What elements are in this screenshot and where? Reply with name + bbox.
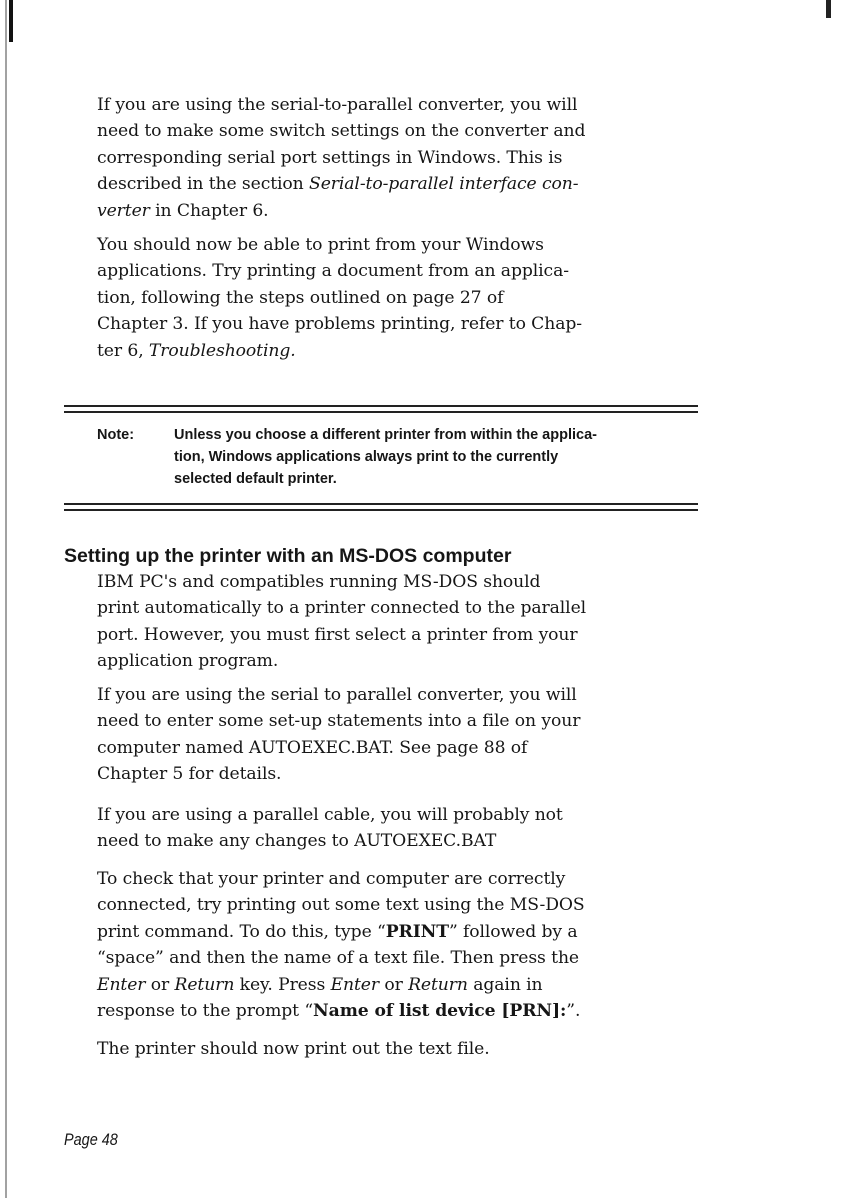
- note-rule-bottom: [64, 503, 698, 505]
- paragraph-line: [97, 828, 496, 854]
- text-segment: If you are using the serial-to-parallel converter, you will: [97, 95, 578, 115]
- note-rule-bottom: [64, 509, 698, 511]
- scan-mark: [826, 0, 831, 18]
- text-segment: or: [145, 974, 175, 995]
- paragraph-line: [97, 735, 527, 761]
- paragraph-line: [97, 945, 579, 971]
- text-segment: tion, following the steps outlined on page 27 of: [97, 287, 504, 308]
- text-segment: “space” and then the name of a text file. Then press the: [97, 948, 579, 969]
- paragraph-line: [97, 145, 562, 171]
- text-segment: ter 6,: [97, 340, 149, 361]
- text-segment: ” followed by a: [448, 921, 578, 942]
- scan-mark: [9, 0, 13, 42]
- paragraph-line: [97, 198, 269, 224]
- text-segment: in Chapter 6.: [149, 200, 269, 221]
- italic-text: Enter: [97, 974, 146, 995]
- text-segment: need to enter some set-up statements into a file on your: [97, 711, 581, 732]
- scan-edge: [5, 0, 7, 1198]
- text-segment: application program.: [97, 651, 279, 672]
- text-segment: IBM PC's and compatibles running MS-DOS should: [97, 572, 541, 592]
- paragraph-line: [97, 258, 569, 284]
- paragraph-line: [97, 972, 543, 998]
- text-segment: Chapter 3. If you have problems printing, refer to Chap-: [97, 314, 582, 335]
- text-segment: The printer should now print out the text file.: [97, 1039, 490, 1059]
- note-rule-top: [64, 405, 698, 407]
- text-segment: described in the section: [97, 174, 310, 195]
- note-label: Note:: [97, 427, 135, 443]
- text-segment: If you are using a parallel cable, you will probably not: [97, 805, 563, 825]
- note-rule-top: [64, 411, 698, 413]
- text-segment: again in: [467, 974, 543, 995]
- page-number: Page 48: [64, 1130, 118, 1149]
- bold-text: PRINT: [385, 921, 449, 942]
- paragraph-line: [97, 338, 296, 364]
- paragraph-line: [97, 802, 563, 828]
- note-text-line: selected default printer.: [174, 471, 337, 487]
- paragraph-line: [97, 311, 582, 337]
- paragraph-line: [97, 998, 580, 1024]
- text-segment: need to make any changes to AUTOEXEC.BAT: [97, 831, 497, 852]
- paragraph-line: [97, 595, 586, 621]
- italic-text: Serial-to-parallel interface con-: [309, 174, 579, 195]
- paragraph-line: [97, 92, 577, 118]
- note-text-line: Unless you choose a different printer from within the applica-: [174, 427, 597, 443]
- text-segment: port. However, you must first select a printer from your: [97, 624, 578, 645]
- italic-text: Enter: [330, 974, 379, 995]
- text-segment: connected, try printing out some text using the MS-DOS: [97, 895, 585, 916]
- text-segment: print command. To do this, type “: [97, 921, 386, 942]
- text-segment: computer named AUTOEXEC.BAT. See page 88 of: [97, 737, 528, 758]
- text-segment: Chapter 5 for details.: [97, 764, 282, 785]
- paragraph-line: [97, 708, 580, 734]
- paragraph-line: [97, 761, 281, 787]
- text-segment: ”.: [566, 1001, 581, 1021]
- paragraph-line: [97, 866, 565, 892]
- italic-text: Troubleshooting.: [148, 340, 296, 361]
- paragraph-line: [97, 1036, 490, 1062]
- italic-text: verter: [97, 200, 150, 221]
- text-segment: You should now be able to print from your Windows: [97, 235, 544, 255]
- note-text-line: tion, Windows applications always print to the currently: [174, 449, 559, 465]
- text-segment: corresponding serial port settings in Windows. This is: [97, 147, 563, 168]
- paragraph-line: [97, 622, 578, 648]
- text-segment: or: [378, 974, 409, 995]
- paragraph-line: [97, 648, 278, 674]
- paragraph-line: [97, 569, 540, 595]
- paragraph-line: [97, 682, 577, 708]
- text-segment: key. Press: [234, 974, 331, 995]
- paragraph-line: [97, 232, 544, 258]
- paragraph-line: [97, 892, 585, 918]
- text-segment: To check that your printer and computer are correctly: [97, 869, 566, 889]
- text-segment: If you are using the serial to parallel converter, you will: [97, 685, 577, 705]
- paragraph-line: [97, 118, 585, 144]
- paragraph-line: [97, 285, 503, 311]
- italic-text: Return: [408, 974, 468, 995]
- text-segment: applications. Try printing a document from an applica-: [97, 261, 569, 282]
- bold-text: Name of list device [PRN]:: [313, 1001, 567, 1021]
- paragraph-line: [97, 919, 578, 945]
- text-segment: print automatically to a printer connected to the parallel: [97, 598, 587, 619]
- text-segment: need to make some switch settings on the converter and: [97, 121, 586, 142]
- section-heading: Setting up the printer with an MS-DOS computer: [64, 545, 512, 567]
- italic-text: Return: [174, 974, 235, 995]
- paragraph-line: [97, 171, 578, 197]
- text-segment: response to the prompt “: [97, 1001, 314, 1021]
